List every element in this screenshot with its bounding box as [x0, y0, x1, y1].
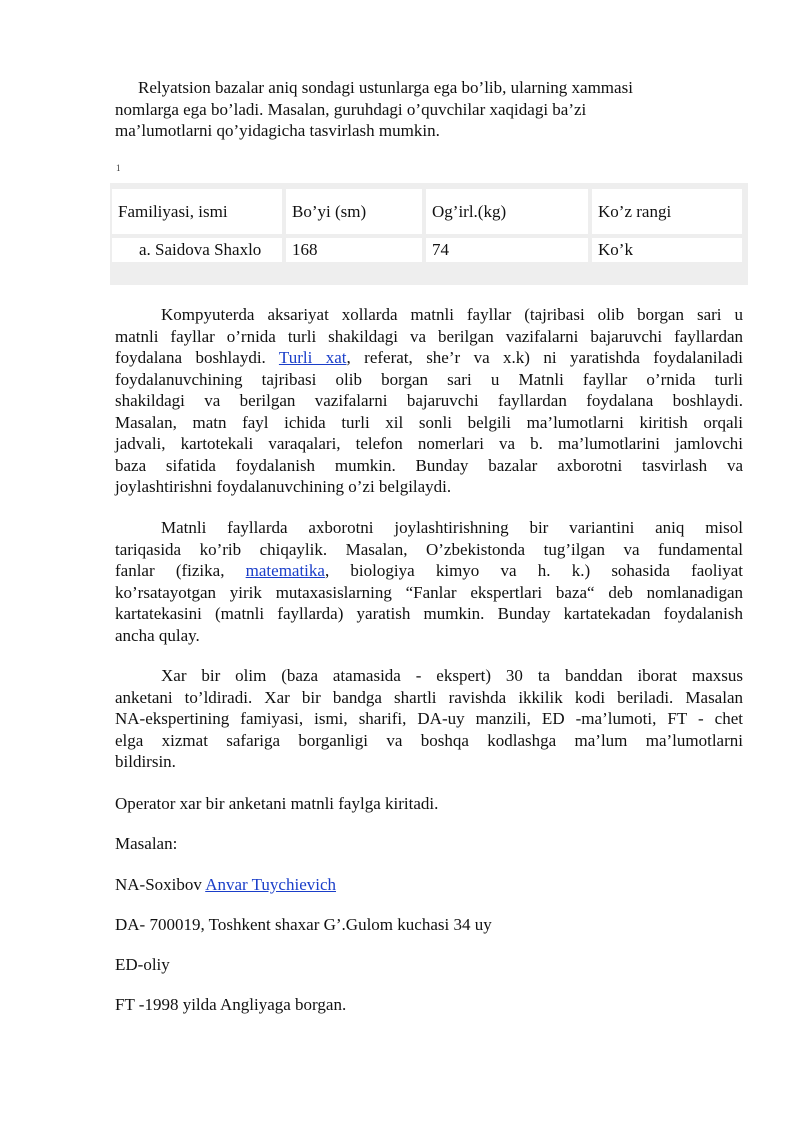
paragraph-example: Matnli fayllarda axborotni joylashtirishning bir variantini aniq misol tariqasida ko’rib chiqaylik. Masalan, O’zbekistonda tug’ilgan va fundamental fanlar (fizika, matematika, biologiya kimyo va h. k.) sohasida faoliyat ko’rsatayotgan yirik mutaxasislarning “Fanlar ekspertlari baza“ deb nomlanadigan kartatekasini (matnli fayllarda) yaratish mumkin. Bunday kartatekadan foydalanish ancha qulay.	[115, 518, 743, 645]
intro-line: nomlarga ega bo’ladi. Masalan, guruhdagi o’quvchilar xaqidagi ba’zi	[115, 99, 587, 119]
table-cell: Ko’k	[592, 238, 742, 262]
table-cell: 168	[286, 238, 422, 262]
table-header-cell: Bo’yi (sm)	[286, 189, 422, 234]
table-cell: 74	[426, 238, 588, 262]
da-line: DA- 700019, Toshkent shaxar G’.Gulom kuchasi 34 uy	[115, 915, 492, 934]
intro-line: ma’lumotlarni qo’yidagicha tasvirlash mumkin.	[115, 121, 440, 140]
paragraph-expert-form: Xar bir olim (baza atamasida - ekspert) 30 ta banddan iborat maxsus anketani to’ldiradi. Xar bir bandga shartli ravishda ikkilik kodi beriladi. Masalan NA-ekspertining famiyasi, ismi, sharifi, DA-uy manzili, ED -ma’lumoti, FT - chet elga xizmat safariga borganligi va boshqa kodlashga ma’lum ma’lumotlarni bildirsin.	[115, 666, 743, 771]
link-matematika[interactable]: matematika	[245, 561, 325, 580]
intro-line: Relyatsion bazalar aniq sondagi ustunlarga ega bo’lib, ularning xammasi	[138, 78, 633, 97]
footnote-marker: 1	[116, 163, 121, 173]
table-header-cell: Ko’z rangi	[592, 189, 742, 234]
na-line: NA-Soxibov Anvar Tuychievich	[115, 875, 337, 894]
operator-line: Operator xar bir anketani matnli faylga kiritadi.	[115, 794, 439, 813]
table-cell: a. Saidova Shaxlo	[112, 238, 282, 262]
students-table	[110, 183, 748, 285]
paragraph-text-files: Kompyuterda aksariyat xollarda matnli fayllar (tajribasi olib borgan sari u matnli fayllar o’rnida turli shakildagi va berilgan vazifalarni bajaruvchi fayllardan foydalana boshlaydi. Turli xat, referat, she’r va x.k) ni yaratishda foydalaniladi foydalanuvchining tajribasi olib borgan sari u Matnli fayllar o’rnida turli shakildagi va berilgan vazifalarni bajaruvchi fayllardan foydalana boshlaydi. Masalan, matn fayl ichida turli xil sonli belgili ma’lumotlarni kiritish orqali jadvali, kartotekali varaqalari, telefon nomerlari va b. ma’lumotlarini jamlovchi baza sifatida foydalanish mumkin. Bunday bazalar axborotni tasvirlash va joylashtirishni foydalanuvchining o’zi belgilaydi.	[115, 305, 744, 496]
link-anvar-tuychievich[interactable]: Anvar Tuychievich	[205, 875, 337, 894]
masalan-label: Masalan:	[115, 834, 178, 853]
ed-line: ED-oliy	[115, 955, 170, 974]
table-header-cell: Familiyasi, ismi	[112, 189, 282, 234]
table-header-cell: Og’irl.(kg)	[426, 189, 588, 234]
link-turli-xat[interactable]: Turli xat	[278, 348, 347, 367]
ft-line: FT -1998 yilda Angliyaga borgan.	[115, 995, 347, 1014]
intro-paragraph	[115, 77, 743, 142]
